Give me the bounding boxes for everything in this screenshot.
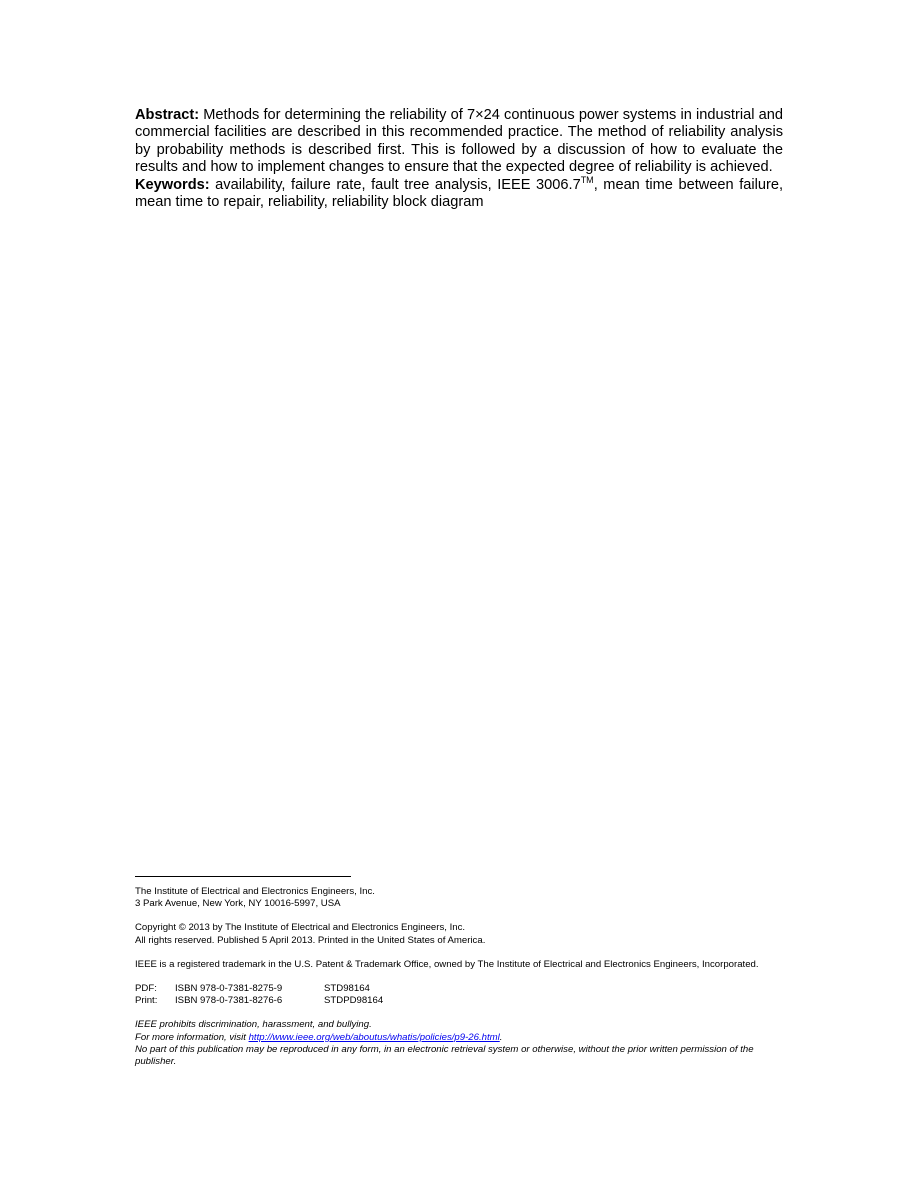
more-info-line [135,1032,785,1044]
abstract-text: Methods for determining the reliability of 7×24 continuous power systems in industrial and commercial facilities are described in this recommended practice. The method of reliability analysis by probability methods is described first. This is followed by a discussion of how to evaluate the results and how to implement changes to ensure that the expected degree of reliability is achieved. [135,107,783,176]
isbn-code: STD98164 [324,983,370,995]
keywords-paragraph [135,174,784,212]
trademark-superscript: TM [580,174,594,185]
publication-footer [135,886,785,1068]
isbn-row-pdf [135,983,785,995]
publisher-name: The Institute of Electrical and Electronics Engineers, Inc. [135,886,375,897]
abstract-paragraph [135,107,783,177]
keywords-label: Keywords: [135,176,210,193]
more-info-suffix: . [499,1031,503,1043]
publisher-address: 3 Park Avenue, New York, NY 10016-5997, USA [135,898,341,910]
reproduction-notice: No part of this publication may be reproduced in any form, in an electronic retrieval system or otherwise, without the prior written permission of the publisher. [135,1043,754,1068]
copyright-line: Copyright © 2013 by The Institute of Electrical and Electronics Engineers, Inc. [135,922,466,934]
abstract-label: Abstract: [135,107,200,123]
keywords-text-after: , mean time between failure, mean time to repair, reliability, reliability block diagram [135,176,784,211]
isbn-code: STDPD98164 [324,995,384,1007]
isbn-kind: Print: [135,995,158,1007]
isbn-number: ISBN 978-0-7381-8275-9 [175,983,283,995]
isbn-row-print [135,995,785,1007]
more-info-prefix: For more information, visit [135,1031,249,1043]
isbn-number: ISBN 978-0-7381-8276-6 [175,995,283,1007]
abstract-section [135,107,783,211]
keywords-text-before: availability, failure rate, fault tree analysis, IEEE 3006.7 [215,176,581,193]
rights-line: All rights reserved. Published 5 April 2013. Printed in the United States of America. [135,934,486,946]
policy-line: IEEE prohibits discrimination, harassment, and bullying. [135,1019,372,1031]
isbn-kind: PDF: [135,983,157,995]
policy-link[interactable]: http://www.ieee.org/web/aboutus/whatis/policies/p9-26.html [248,1031,500,1043]
trademark-notice: IEEE is a registered trademark in the U.S. Patent & Trademark Office, owned by The Institute of Electrical and Electronics Engineers, Incorporated. [135,958,759,970]
footnote-divider [135,876,351,877]
